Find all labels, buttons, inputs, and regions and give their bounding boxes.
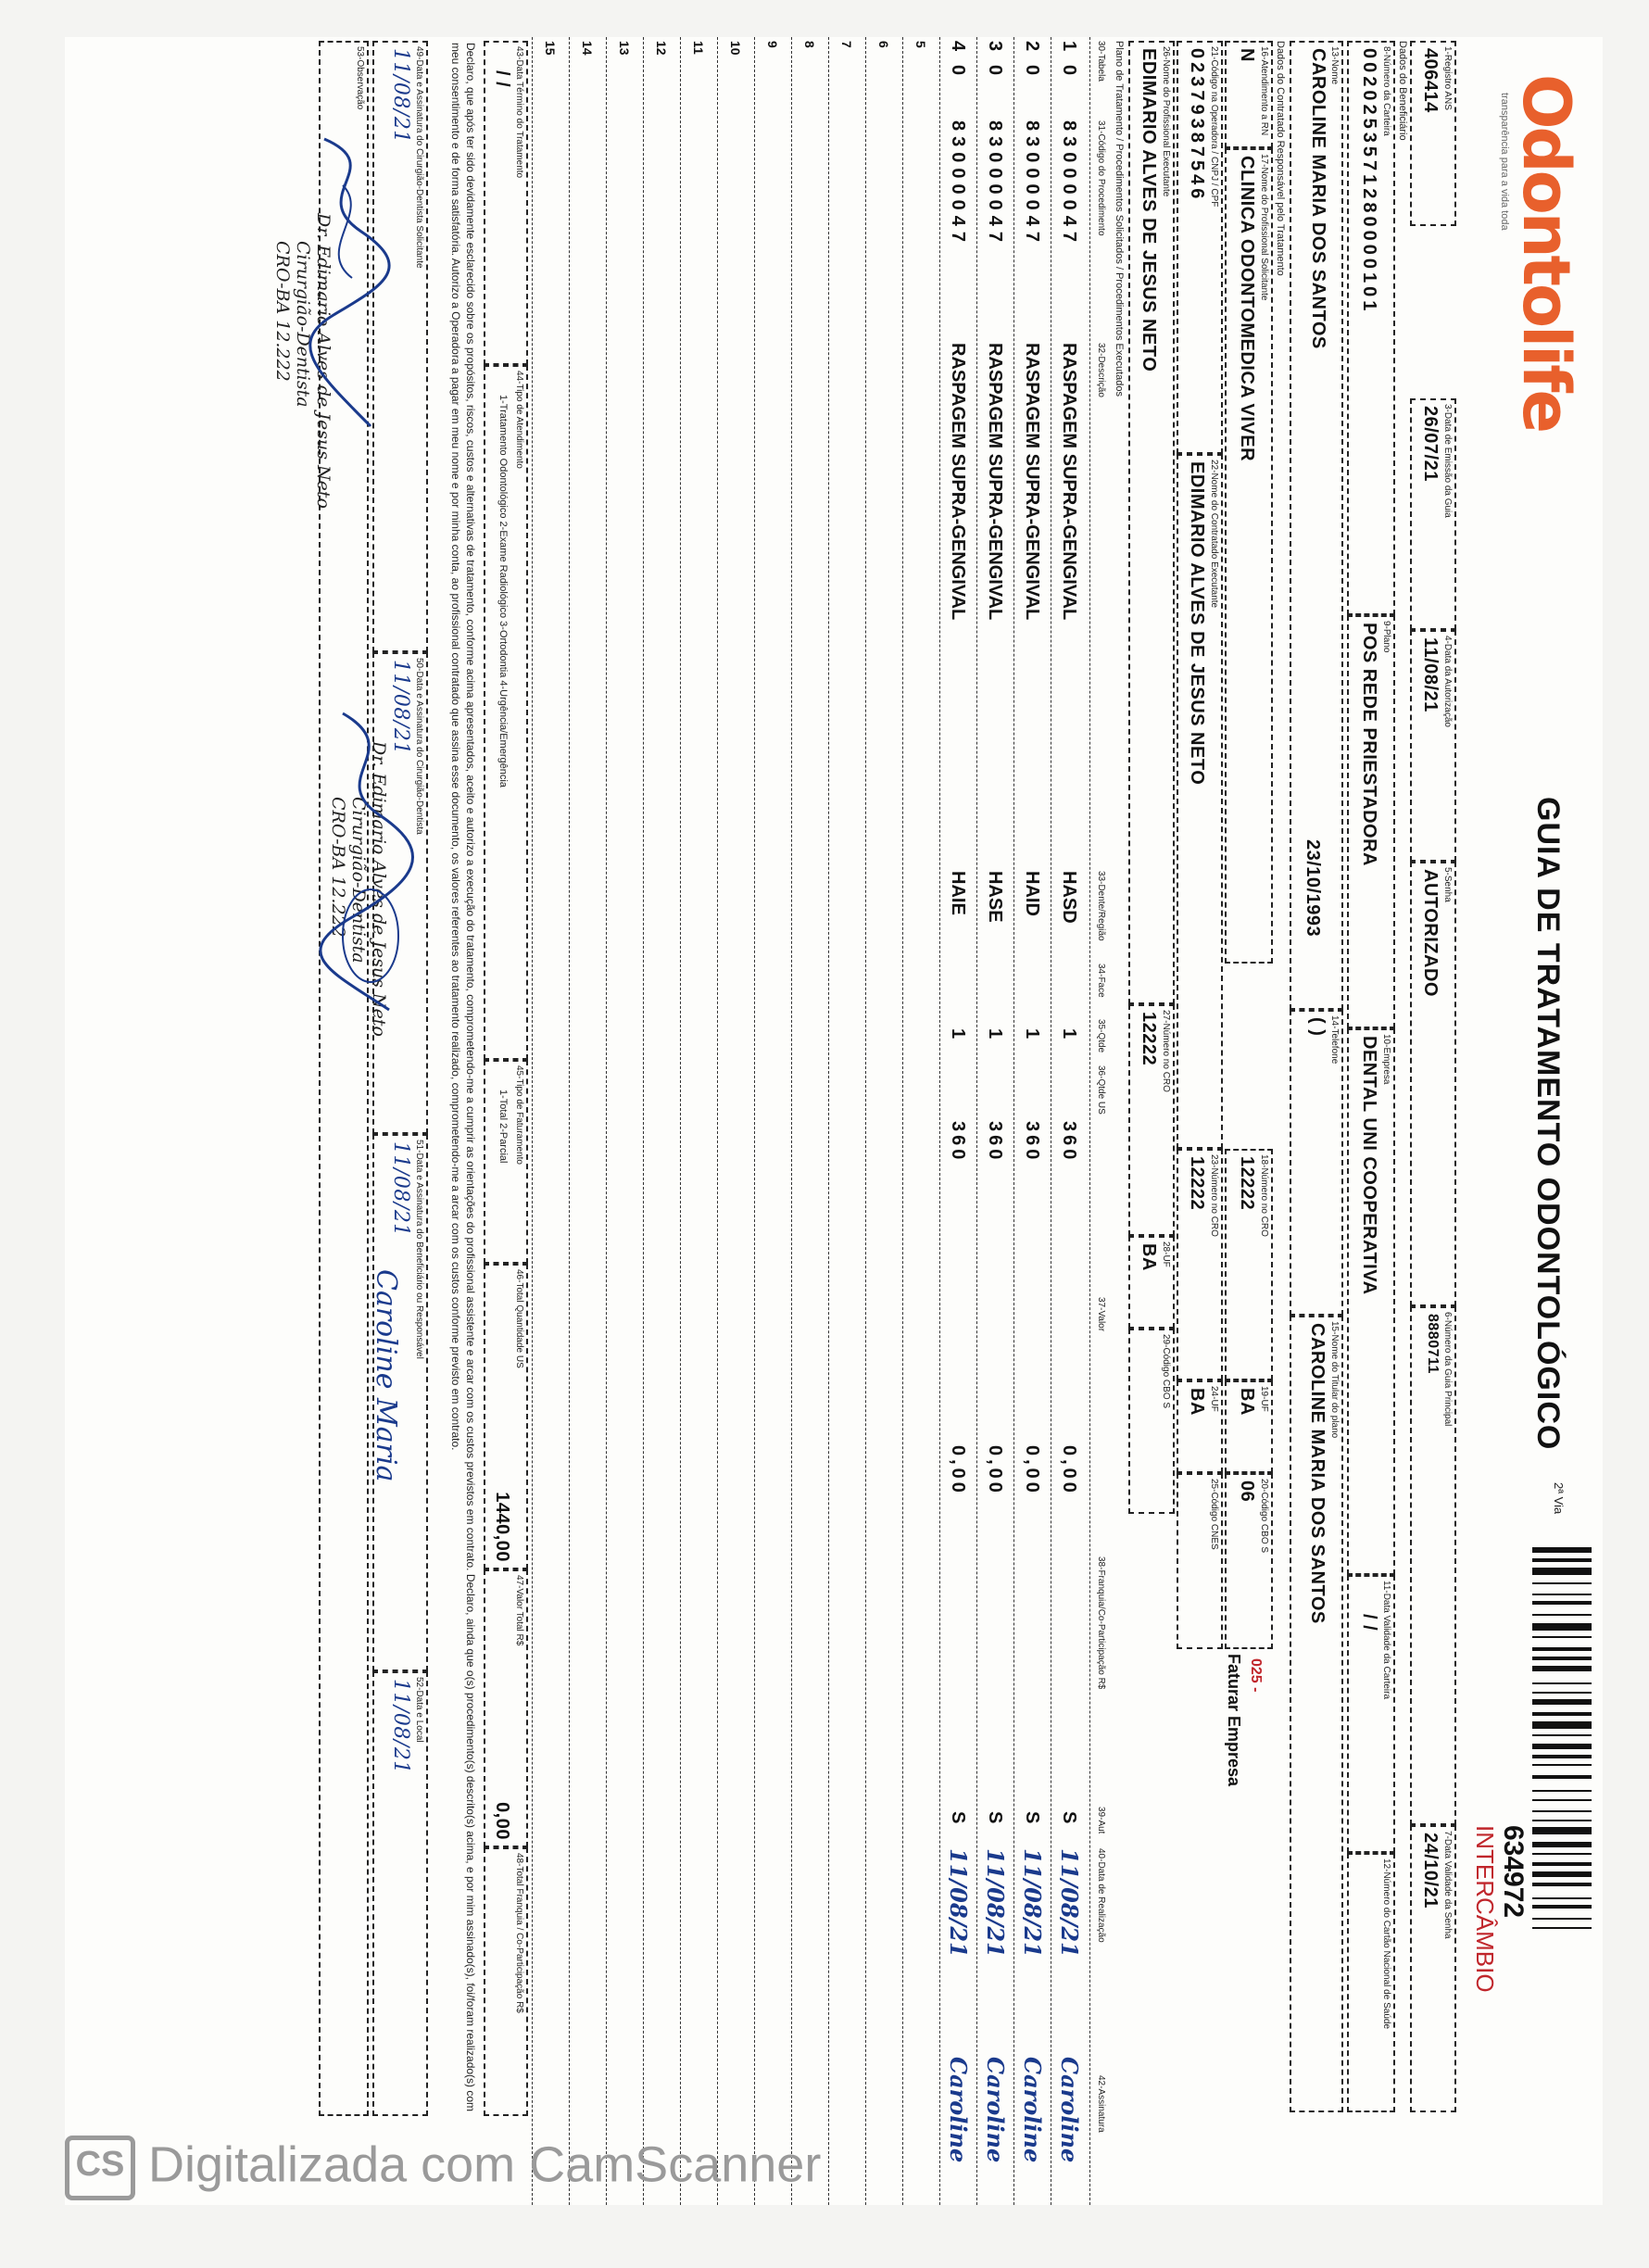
row-data: 11/08/21 [1056,1848,1083,1958]
table-row [1013,37,1051,2205]
table-row-empty [532,37,569,2205]
tipo-atendimento-box: 44-Tipo de Atendimento 1-Tratamento Odontológico 2-Exame Radiológico 3-Ortodontia 4-Urgência/Emergência [484,365,528,1060]
barcode-bar [1532,1918,1592,1920]
barcode-bar [1532,1721,1592,1729]
row-qtde-us: 360 [1022,1121,1042,1164]
uf-executante-value: BA [1139,1243,1159,1271]
barcode-bar [1532,1799,1592,1801]
valor-total-value: 0,00 [492,1802,512,1840]
row-aut: S [1022,1811,1042,1824]
tipo-faturamento-options: 1-Total 2-Parcial [497,1090,509,1164]
table-row-empty [717,37,754,2205]
row-aut: S [985,1811,1005,1824]
data-termino-value: / / [492,70,512,88]
row-data: 11/08/21 [1019,1848,1046,1958]
codigo-operadora-box: 21-Código na Operadora / CNPJ / CPF 02379387546 [1177,41,1223,454]
guia-principal-value: 8880711 [1425,1314,1441,1374]
camscanner-icon: CS [65,2136,135,2200]
table-row-empty [606,37,643,2205]
cro-executante-value: 12222 [1139,1012,1159,1066]
data-nascimento-value: 23/10/1993 [1303,839,1323,938]
barcode-bar [1532,1744,1592,1749]
data-termino-box: 43-Data Término do Tratamento / / [484,41,528,365]
barcode-bar [1532,1827,1592,1834]
barcode-bar [1532,1897,1592,1899]
barcode-bar [1532,1810,1592,1812]
patient-signature: Caroline Maria [370,1269,402,1482]
validade-carteira-box: 11-Data Validade da Carteira / / [1347,1575,1395,1853]
contratado-executante-value: EDIMARIO ALVES DE JESUS NETO [1187,461,1207,786]
row-descricao: RASPAGEM SUPRA-GENGIVAL [948,343,968,621]
section-beneficiario: Dados do Beneficiário [1397,41,1408,141]
table-row [976,37,1013,2205]
row-number: 5 [913,41,928,48]
barcode-bar [1532,1871,1592,1877]
codigo-operadora-value: 02379387546 [1187,48,1207,203]
row-dente: HASD [1059,871,1079,924]
table-row-empty [680,37,717,2205]
barcode-bar [1532,1905,1592,1909]
uf-solicitante-box: 19-UF BA [1225,1380,1273,1473]
row-valor: 0,00 [985,1445,1005,1496]
numero-carteira-box: 8-Número da Carteira 0020253571280000101 [1347,41,1395,615]
tipo-atendimento-options: 1-Tratamento Odontológico 2-Exame Radiológico 3-Ortodontia 4-Urgência/Emergência [497,395,509,788]
row-number: 1 [1059,41,1079,52]
barcode-bar [1532,1657,1592,1660]
data-local-box: 52-Data e Local 11/08/21 [372,1671,428,2116]
profissional-solicitante-box: 17-Nome do Profissional Solicitante CLINICA ODONTOMEDICA VIVER [1225,148,1273,964]
scanned-page [65,37,1603,2205]
row-valor: 0,00 [948,1445,968,1496]
barcode-bar [1532,1636,1592,1638]
total-qtde-us-value: 1440,00 [492,1492,512,1562]
empresa-value: DENTAL UNI COOPERATIVA [1359,1036,1379,1295]
barcode-bar [1532,1601,1592,1605]
profissional-solicitante-value: CLINICA ODONTOMEDICA VIVER [1237,156,1257,462]
stamp-role-1: Cirurgião-Dentista [293,241,313,408]
atendimento-rn-box: 16-Atendimento a RN N [1225,41,1273,148]
cro-solicitante-value: 12222 [1237,1156,1257,1211]
barcode-bar [1532,1614,1592,1616]
rotated-form [65,37,1603,2205]
row-valor: 0,00 [1022,1445,1042,1496]
row-number: 14 [580,41,595,56]
registro-ans-value: 406414 [1420,48,1441,113]
barcode-bar [1532,1666,1592,1671]
row-number: 6 [876,41,891,48]
row-assinatura: Caroline [1019,2057,1046,2163]
row-number: 15 [543,41,558,56]
sig-beneficiario-box: 51-Data e Assinatura do Beneficiário ou Responsável 11/08/21 [372,1134,428,1671]
via-label: 2ª Via [1552,1482,1566,1515]
row-codigo: 83000047 [1022,120,1042,247]
barcode-bar [1532,1568,1592,1575]
cro-executante-box: 27-Número no CRO 12222 [1128,1004,1175,1236]
barcode-bar [1532,1547,1592,1553]
contratado-executante-box: 22-Nome do Contratado Executante EDIMARIO ALVES DE JESUS NETO [1177,454,1223,1149]
row-qtde: 1 [1059,1028,1079,1040]
stamp-name-1: Dr. Edimario Alves de Jesus Neto [313,213,334,509]
sig-cirurgiao-box: 49-Data e Assinatura do Cirurgião-Dentista Solicitante 11/08/21 [372,41,428,652]
data-emissao-value: 26/07/21 [1420,406,1441,482]
cro-contratado-value: 12222 [1187,1156,1207,1211]
row-tabela: 0 [948,65,968,76]
procedures-table [532,37,1088,2205]
sig-beneficiario-date: 11/08/21 [389,1141,412,1237]
watermark-text: Digitalizada com CamScanner [148,2136,822,2193]
dentist-signature-scribble-2 [315,704,426,1019]
table-row-empty [902,37,939,2205]
row-qtde: 1 [1022,1028,1042,1040]
row-assinatura: Caroline [982,2057,1009,2163]
guia-principal-box: 6-Número da Guia Principal 8880711 [1410,1306,1456,1825]
table-header: 30-Tabela 31-Código do Procedimento 32-Descrição 33-Dente/Região 34-Face 35-Qtde 36-Qtde US 37-Valor 38-Franquia/Co-Participação R$ 39-Aut 40-Data de Realização 42-Assinatura [1089,37,1110,2205]
tipo-faturamento-box: 45-Tipo de Faturamento 1-Total 2-Parcial [484,1060,528,1264]
total-franquia-box: 48-Total Franquia / Co-Participação R$ [484,1847,528,2116]
barcode-bar [1532,1927,1592,1929]
row-data: 11/08/21 [982,1848,1009,1958]
cns-box: 12-Número do Cartão Nacional de Saúde [1347,1853,1395,2112]
nome-box: 13-Nome CAROLINE MARIA DOS SANTOS 23/10/1993 [1290,41,1343,1010]
row-valor: 0,00 [1059,1445,1079,1496]
barcode-bar [1532,1558,1592,1562]
atendimento-rn-value: N [1237,48,1257,62]
cnes-box: 25-Código CNES [1177,1473,1223,1649]
row-descricao: RASPAGEM SUPRA-GENGIVAL [1022,343,1042,621]
row-data: 11/08/21 [945,1848,972,1958]
row-qtde: 1 [985,1028,1005,1040]
table-row-empty [754,37,791,2205]
telefone-value: ( ) [1307,1017,1328,1037]
registro-ans-box: 1-Registro ANS 406414 [1410,41,1456,226]
row-tabela: 0 [1022,65,1042,76]
page-title: GUIA DE TRATAMENTO ODONTOLÓGICO [1530,797,1566,1451]
table-row-empty [828,37,865,2205]
row-codigo: 83000047 [1059,120,1079,247]
row-qtde-us: 360 [948,1121,968,1164]
row-number: 8 [802,41,817,48]
barcode-bar [1532,1582,1592,1584]
telefone-box: 14-Telefone ( ) [1290,1010,1343,1316]
valor-total-box: 47-Valor Total R$ 0,00 [484,1569,528,1847]
validade-senha-value: 24/10/21 [1420,1833,1441,1909]
row-assinatura: Caroline [1056,2057,1083,2163]
row-aut: S [948,1811,968,1824]
uf-solicitante-value: BA [1237,1388,1257,1416]
barcode-bar [1532,1734,1592,1736]
row-assinatura: Caroline [945,2057,972,2163]
faturamento-text: Faturar Empresa [1225,1654,1243,1787]
observacao-box: 53-Observação [319,41,369,2116]
cro-solicitante-box: 18-Número no CRO 12222 [1225,1149,1273,1380]
barcode-bar [1532,1692,1592,1694]
table-row [939,37,976,2205]
senha-box: 5-Senha AUTORIZADO [1410,862,1456,1306]
guide-type: INTERCÂMBIO [1471,1825,1499,1993]
dentist-signature-scribble-1 [296,130,398,435]
row-qtde-us: 360 [985,1121,1005,1164]
validade-carteira-value: / / [1359,1614,1379,1632]
cro-contratado-box: 23-Número no CRO 12222 [1177,1149,1223,1380]
row-dente: HAIE [948,871,968,915]
table-row-empty [791,37,828,2205]
plano-value: POS REDE PRIESTADORA [1359,623,1379,866]
table-row-empty [643,37,680,2205]
row-codigo: 83000047 [985,120,1005,247]
uf-contratado-value: BA [1187,1388,1207,1416]
guide-number: 634972 [1498,1825,1529,1919]
row-number: 7 [839,41,854,48]
row-number: 3 [985,41,1005,52]
barcode-bar [1532,1790,1592,1792]
empresa-box: 10-Empresa DENTAL UNI COOPERATIVA [1347,1028,1395,1575]
barcode-bar [1532,1862,1592,1866]
row-dente: HAID [1022,871,1042,916]
barcode-bar [1532,1775,1592,1779]
section-contratado: Dados do Contratado Responsável pelo Tratamento [1275,41,1286,276]
barcode-bar [1532,1712,1592,1716]
section-plano: Plano de Tratamento / Procedimentos Solicitados / Procedimentos Executados [1114,41,1125,397]
nome-value: CAROLINE MARIA DOS SANTOS [1308,48,1328,349]
row-dente: HASE [985,871,1005,923]
row-number: 13 [617,41,632,56]
uf-contratado-box: 24-UF BA [1177,1380,1223,1473]
barcode-bar [1532,1853,1592,1855]
barcode-bar [1532,1820,1592,1821]
declaration-text: Declaro, que após ter sido devidamente esclarecido sobre os propósitos, riscos, custos e alternativas de tratamento, conforme acima apresentados, aceito e autorizo a execução do tratamento, comprometendo-me a cumprir as orientações do profissional assistente e arcar com os custos previstos em contrato. Declaro, ainda que o(s) procedimento(s) descrito(s) acima, e por mim assinado(s), foi/foram realizado(s) com meu consentimento e de forma satisfatória. Autorizo a Operadora a pagar em meu nome e por minha conta, ao profissional contratado que assina esse documento, os valores referentes ao tratamento realizado, comprometendo-me a arcar com os custos conforme previsto em contrato. [449,43,477,2112]
stamp-name-2: Dr. Edimario Alves de Jesus Neto [369,741,389,1037]
sig-executante-box: 50-Data e Assinatura do Cirurgião-Dentista 11/08/21 [372,652,428,1134]
barcode-bar [1532,1842,1592,1847]
logo-tagline: transparência para a vida toda [1499,93,1510,231]
sig-cirurgiao-date: 11/08/21 [389,48,412,144]
data-emissao-box: 3-Data de Emissão da Guia 26/07/21 [1410,398,1456,630]
row-number: 11 [691,41,706,55]
numero-carteira-value: 0020253571280000101 [1359,48,1379,315]
row-qtde: 1 [948,1028,968,1040]
profissional-executante-value: EDIMARIO ALVES DE JESUS NETO [1139,48,1159,372]
row-tabela: 0 [1059,65,1079,76]
profissional-executante-box: 26-Nome do Profissional Executante EDIMARIO ALVES DE JESUS NETO [1128,41,1175,1004]
barcode-bar [1532,1764,1592,1766]
cbos-executante-box: 29-Código CBO S [1128,1329,1175,1514]
table-row-empty [569,37,606,2205]
odontolife-logo: Odontolife [1508,74,1584,432]
data-autorizacao-box: 4-Data da Autorização 11/08/21 [1410,630,1456,862]
validade-senha-box: 7-Data Validade da Senha 24/10/21 [1410,1825,1456,2112]
row-descricao: RASPAGEM SUPRA-GENGIVAL [985,343,1005,621]
barcode-bar [1532,1623,1592,1631]
barcode-bar [1532,1647,1592,1651]
nome-titular-box: 15-Nome do Titular do plano CAROLINE MARIA DOS SANTOS [1290,1316,1343,2112]
barcode-bar [1532,1755,1592,1758]
row-number: 4 [948,41,968,52]
row-number: 10 [728,41,743,56]
cbos-solicitante-box: 20-Código CBO S 06 [1225,1473,1273,1649]
plano-box: 9-Plano POS REDE PRIESTADORA [1347,615,1395,1028]
data-local-value: 11/08/21 [389,1679,412,1774]
table-row [1051,37,1088,2205]
barcode [1532,1547,1592,2140]
table-row-empty [865,37,902,2205]
data-autorizacao-value: 11/08/21 [1420,637,1441,712]
uf-executante-box: 28-UF BA [1128,1236,1175,1329]
row-descricao: RASPAGEM SUPRA-GENGIVAL [1059,343,1079,621]
stamp-cro-2: CRO-BA 12.222 [328,797,348,938]
row-qtde-us: 360 [1059,1121,1079,1164]
barcode-bar [1532,1699,1592,1705]
barcode-bar [1532,1883,1592,1886]
senha-value: AUTORIZADO [1420,869,1441,997]
stamp-role-2: Cirurgião-Dentista [348,797,369,964]
row-tabela: 0 [985,65,1005,76]
barcode-bar [1532,1594,1592,1595]
row-number: 9 [765,41,780,48]
row-number: 2 [1022,41,1042,52]
row-codigo: 83000047 [948,120,968,247]
nome-titular-value: CAROLINE MARIA DOS SANTOS [1307,1323,1328,1624]
stamp-cro-1: CRO-BA 12.222 [272,241,293,382]
total-qtde-us-box: 46-Total Quantidade US 1440,00 [484,1264,528,1569]
cbos-solicitante-value: 06 [1237,1480,1257,1503]
camscanner-watermark [65,2136,821,2200]
row-aut: S [1059,1811,1079,1824]
sig-executante-date: 11/08/21 [389,660,412,755]
faturamento-code: 025 - [1248,1658,1264,1693]
barcode-bar [1532,1682,1592,1684]
row-number: 12 [654,41,669,56]
